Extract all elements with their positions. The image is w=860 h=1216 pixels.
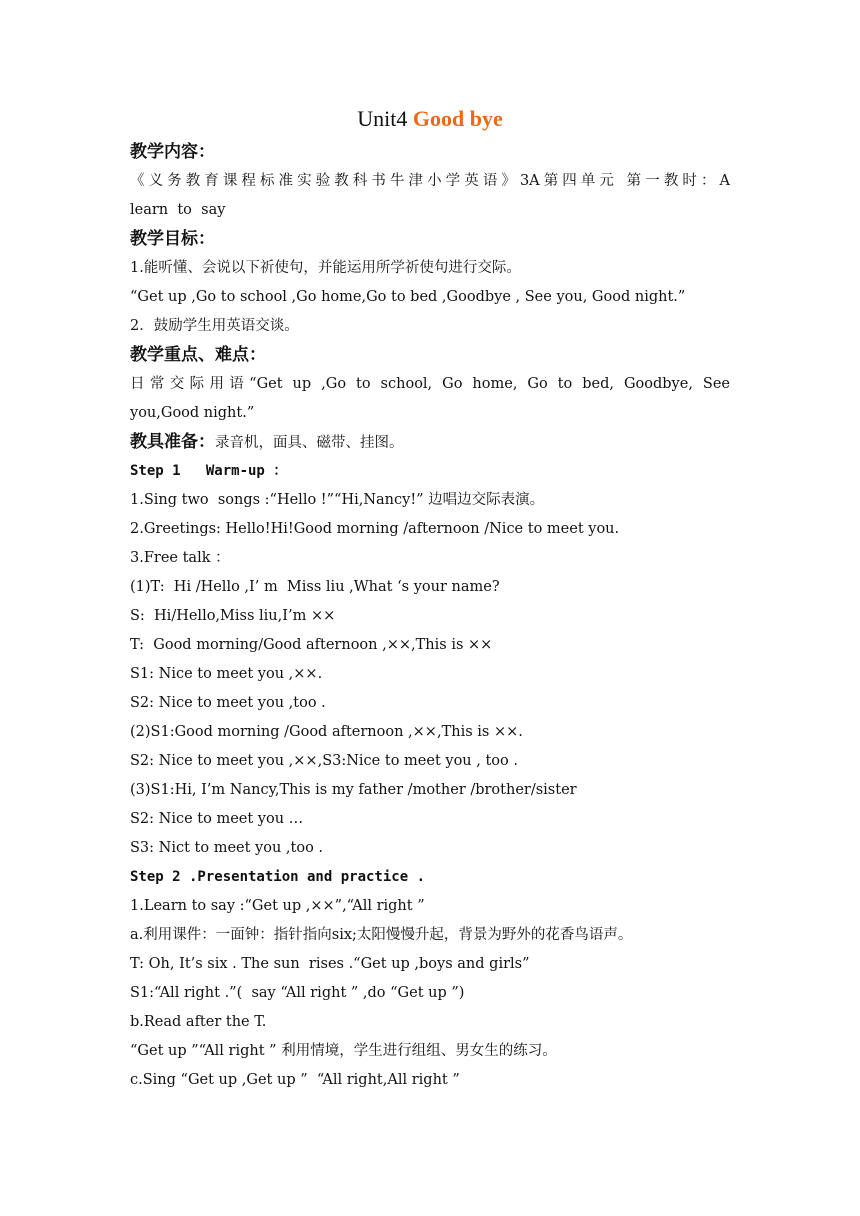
tools-label: 教具准备： — [130, 432, 215, 452]
goals-line-3: 2．鼓励学生用英语交谈。 — [130, 318, 299, 334]
step1-line: S1: Nice to meet you ,××. — [130, 666, 323, 682]
step2-title: Step 2 .Presentation and practice . — [130, 869, 426, 885]
content-line-2: learn to say — [130, 202, 226, 218]
key-points-heading: 教学重点、难点： — [130, 345, 266, 365]
key-points-line-2: you,Good night.” — [130, 405, 255, 421]
step2-line: a.利用课件：一面钟：指针指向six;太阳慢慢升起，背景为野外的花香鸟语声。 — [130, 927, 633, 943]
goals-line-1: 1.能听懂、会说以下祈使句，并能运用所学祈使句进行交际。 — [130, 260, 521, 276]
step2-line: “Get up ”“All right ” 利用情境，学生进行组组、男女生的练习。 — [130, 1043, 557, 1059]
step1-line: T: Good morning/Good afternoon ,××,This is ×× — [130, 637, 493, 653]
step2-line: S1:“All right .”( say “All right ” ,do “Get up ”) — [130, 985, 465, 1001]
step1-line: (3)S1:Hi, I’m Nancy,This is my father /mother /brother/sister — [130, 782, 577, 798]
step1-line: 1.Sing two songs :“Hello !”“Hi,Nancy!” 边唱边交际表演。 — [130, 492, 545, 508]
goals-line-2: “Get up ,Go to school ,Go home,Go to bed ,Goodbye , See you, Good night.” — [130, 289, 686, 305]
step1-line: (2)S1:Good morning /Good afternoon ,××,This is ××. — [130, 724, 523, 740]
title-unit: Unit4 — [357, 106, 413, 131]
step1-line: S2: Nice to meet you ,××,S3:Nice to meet you , too . — [130, 753, 518, 769]
step2-line: b.Read after the T. — [130, 1014, 267, 1030]
step2-body — [130, 892, 730, 1095]
step2-line: c.Sing “Get up ,Get up ” “All right,All right ” — [130, 1072, 460, 1088]
content-line-1: 《义务教育课程标准实验教科书牛津小学英语》3A第四单元 第一教时：A — [130, 173, 730, 189]
step1-body — [130, 486, 730, 863]
step1-line: (1)T: Hi /Hello ,I’ m Miss liu ,What ‘s your name? — [130, 579, 500, 595]
tools-text: 录音机，面具、磁带、挂图。 — [215, 435, 404, 451]
title-name: Good bye — [412, 106, 503, 131]
step1-line: S2: Nice to meet you ,too . — [130, 695, 326, 711]
goals-heading: 教学目标： — [130, 229, 215, 249]
tools-heading — [130, 428, 730, 457]
step1-line: 2.Greetings: Hello!Hi!Good morning /afternoon /Nice to meet you. — [130, 521, 620, 537]
step2-line: T: Oh, It’s six . The sun rises .“Get up ,boys and girls” — [130, 956, 530, 972]
step1-line: S2: Nice to meet you … — [130, 811, 304, 827]
document-page — [130, 100, 730, 1095]
step1-line: S3: Nict to meet you ,too . — [130, 840, 324, 856]
step1-line: S: Hi/Hello,Miss liu,I’m ×× — [130, 608, 336, 624]
content-heading: 教学内容： — [130, 142, 215, 162]
key-points-line-1: 日常交际用语“Get up ,Go to school, Go home, Go to bed, Goodbye, See — [130, 376, 730, 392]
document-title — [130, 100, 730, 138]
step1-title: Step 1 Warm-up ： — [130, 463, 288, 479]
step2-line: 1.Learn to say :“Get up ,××”,“All right ” — [130, 898, 425, 914]
step1-line: 3.Free talk ： — [130, 550, 230, 566]
